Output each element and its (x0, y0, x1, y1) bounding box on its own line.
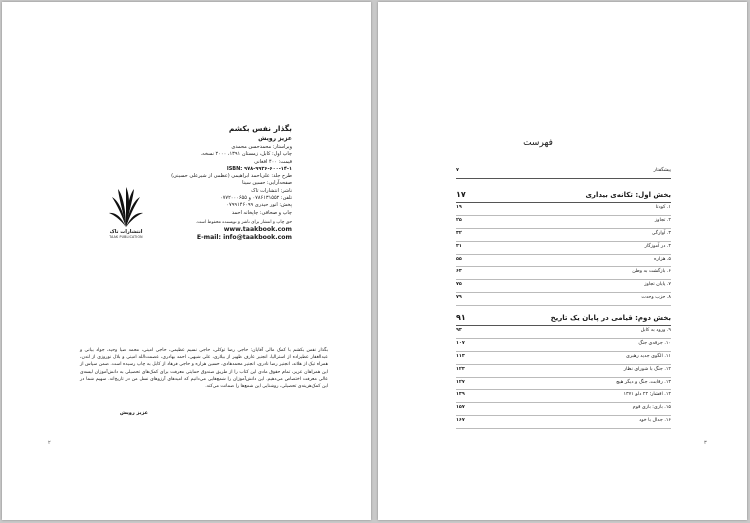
toc-intro (456, 166, 671, 179)
toc-entry-label: ۴. در آموزگار (644, 243, 671, 249)
toc-entry-label: ۱۵. بازی: بازی قوم (632, 405, 671, 411)
colophon (146, 124, 292, 242)
toc-entry-page: ۱۲۳ (456, 366, 465, 372)
logo-name-en: TAAK PUBLICATION (109, 235, 143, 239)
toc-entry-page: ۱۱۳ (456, 353, 465, 359)
toc-entry-page: ۹۳ (456, 328, 462, 333)
toc-entry-label: ۶. بازگشت به وطن (632, 269, 671, 275)
website: www.taakbook.com (223, 225, 292, 233)
book-author: عزیز رویش (258, 135, 292, 142)
colophon-line: ناشر: انتشارات تاک (251, 187, 292, 194)
colophon-line: طرح جلد: علی‌احمد ابراهیمی (عظمی از شیرعلی حسینی) (171, 173, 292, 180)
colophon-line: ویراستار: محمدحسن محمدی (231, 144, 292, 150)
toc-row[interactable] (456, 216, 671, 229)
toc-row[interactable] (456, 352, 671, 365)
book-title: بگذار نفس بکشم (228, 124, 292, 133)
isbn: ISBN: ۹۷۸-۹۹۳۶-۶۰۰-۱۴-۱ (226, 165, 292, 172)
toc-entry-page: ۳۲ (456, 230, 462, 236)
colophon-line: تلفن: ۰۷۸۶۱۳۱۵۵۲ و ۰۷۷۲۰۰۰۶۵۵ (220, 195, 292, 202)
toc-entry-page: ۱۶۷ (456, 418, 465, 424)
acknowledgement-signature: عزیز رویش (119, 410, 148, 416)
colophon-line: صفحه‌آرایی: حسین سینا (242, 180, 292, 187)
toc-section-heading[interactable] (456, 312, 671, 326)
toc-part-2 (456, 312, 671, 429)
colophon-line: پخش: انور حیدری ۰۷۹۹۱۴۶۰۹۹ (226, 202, 292, 209)
toc-entry-label: ۱۰. جرقه‌ی جنگ (638, 340, 671, 346)
toc-row[interactable] (456, 255, 671, 268)
section-page: ۹۱ (456, 313, 466, 322)
toc-entry-page: ۴۱ (456, 243, 462, 249)
section-page: ۱۷ (456, 190, 466, 199)
toc-entry-label: ۱۶. جدال با خود (639, 418, 671, 424)
grapevine-logo-icon (109, 183, 143, 229)
toc-entry-label: ۷. پایان تجاوز (644, 282, 671, 288)
toc-row[interactable] (456, 326, 671, 339)
page-number: ۲ (48, 440, 51, 446)
acknowledgement-paragraph: بگذار نفس بکشم با کمک مالی آقایان: حاجی رضا توکلی، حاجی نسیم عظیمی، حاجی امینی، محمد ضیا وحید، جواد بیانی و عبدالغفار عطیزاده از استرالیا، انجنیر عارف ظهیر از بیلاری، علی شیهی، احمد بهادری، عصمت‌الله امینی و بلال نوروزی از لندن، همراه تیک از هلاند، انجنیر رضا نادری، انجنیر محمدهادی، حسین هزاره و حاجی فرهاد از کابل به چاپ رسیده است. ضمن سپاس از این همراهان عزیز، تمام حقوق مادی این کتاب را از طریق صندوق حمایتی معرفت برای کمک‌های تحصیلی به دانش‌آموزان لیسه‌ی عالی معرفت اختصاص می‌دهیم. این دانش‌آموزان را شمع‌هایی می‌دانیم که امیدهای آرزوهای نسل من در تاریخ‌اند. سهیم شما در این کمک‌هزینه‌ی تحصیلی، روشنایی این شمع‌ها را ضمانت می‌کند. (80, 348, 328, 390)
toc-entry-label: ۱۲. جنگ با شورای نظار (623, 366, 671, 372)
section-title: بخش اول: تکانه‌ی بیداری (585, 191, 671, 199)
email: E-mail: info@taakbook.com (196, 233, 292, 241)
toc-entry-page: ۲۵ (456, 217, 462, 223)
toc-entry-label: ۲. تجاوز (654, 217, 671, 223)
toc-entry-label: ۳. آوارگی (651, 230, 671, 236)
toc-entry-page: ۷ (456, 168, 459, 173)
page-number: ۳ (704, 440, 707, 446)
toc-entry-label: ۹. ورود به کابل (640, 328, 671, 333)
logo-name-fa: انتشارات تاک (109, 229, 143, 235)
toc-entry-page: ۷۹ (456, 295, 462, 301)
toc-title: فهرست (523, 138, 553, 148)
toc-row[interactable] (456, 378, 671, 391)
toc-entry-page: ۱۳۹ (456, 392, 465, 398)
toc-entry-page: ۱۵۷ (456, 405, 465, 411)
toc-row[interactable] (456, 280, 671, 293)
toc-row[interactable] (456, 339, 671, 352)
right-page (378, 2, 747, 520)
toc-entry-label: ۱۴. افشار؛ ۲۲ دلو ۱۳۷۱ (623, 392, 671, 398)
toc-row[interactable] (456, 203, 671, 216)
toc-row[interactable] (456, 390, 671, 403)
section-title: بخش دوم: قیامی در پایان یک تاریخ (550, 314, 671, 322)
toc-entry-page: ۷۵ (456, 282, 462, 288)
toc-entry-page: ۵۵ (456, 256, 462, 262)
left-page (2, 2, 371, 520)
colophon-line: قیمت: ۴۰۰ افغانی (254, 158, 292, 165)
toc-row[interactable] (456, 229, 671, 242)
toc-row[interactable] (456, 242, 671, 255)
toc-entry-page: ۱۰۷ (456, 340, 465, 346)
toc-row[interactable] (456, 166, 671, 179)
publisher-logo (109, 183, 143, 245)
rights-notice: حق چاپ و انتشار برای ناشر و نویسنده محفوظ است. (195, 219, 292, 225)
toc-part-1 (456, 189, 671, 306)
toc-entry-label: ۸. حزب وحدت (641, 295, 671, 301)
toc-row[interactable] (456, 293, 671, 306)
toc-row[interactable] (456, 267, 671, 280)
toc-entry-page: ۱۹ (456, 205, 462, 210)
toc-row[interactable] (456, 365, 671, 378)
colophon-line: چاپ اول: کابل، زمستان ۱۳۹۱، ۲۰۰۰ نسخه. (200, 151, 292, 158)
toc-entry-label: ۵. هزاره (654, 256, 671, 262)
toc-entry-label: ۱. کودتا (655, 205, 671, 210)
toc-entry-label: پیشگفتار (653, 168, 671, 173)
toc-entry-label: ۱۳. رقابت، جنگ و دیگر هیچ (616, 379, 671, 385)
toc-entry-page: ۶۳ (456, 269, 462, 275)
toc-entry-label: ۱۱. الگوی جدید رهبری (626, 353, 671, 359)
toc-entry-page: ۱۲۷ (456, 379, 465, 385)
toc-row[interactable] (456, 403, 671, 416)
toc-section-heading[interactable] (456, 189, 671, 203)
toc-row[interactable] (456, 416, 671, 429)
colophon-line: چاپ و صحافی: چاپخانه احمد (231, 209, 292, 216)
